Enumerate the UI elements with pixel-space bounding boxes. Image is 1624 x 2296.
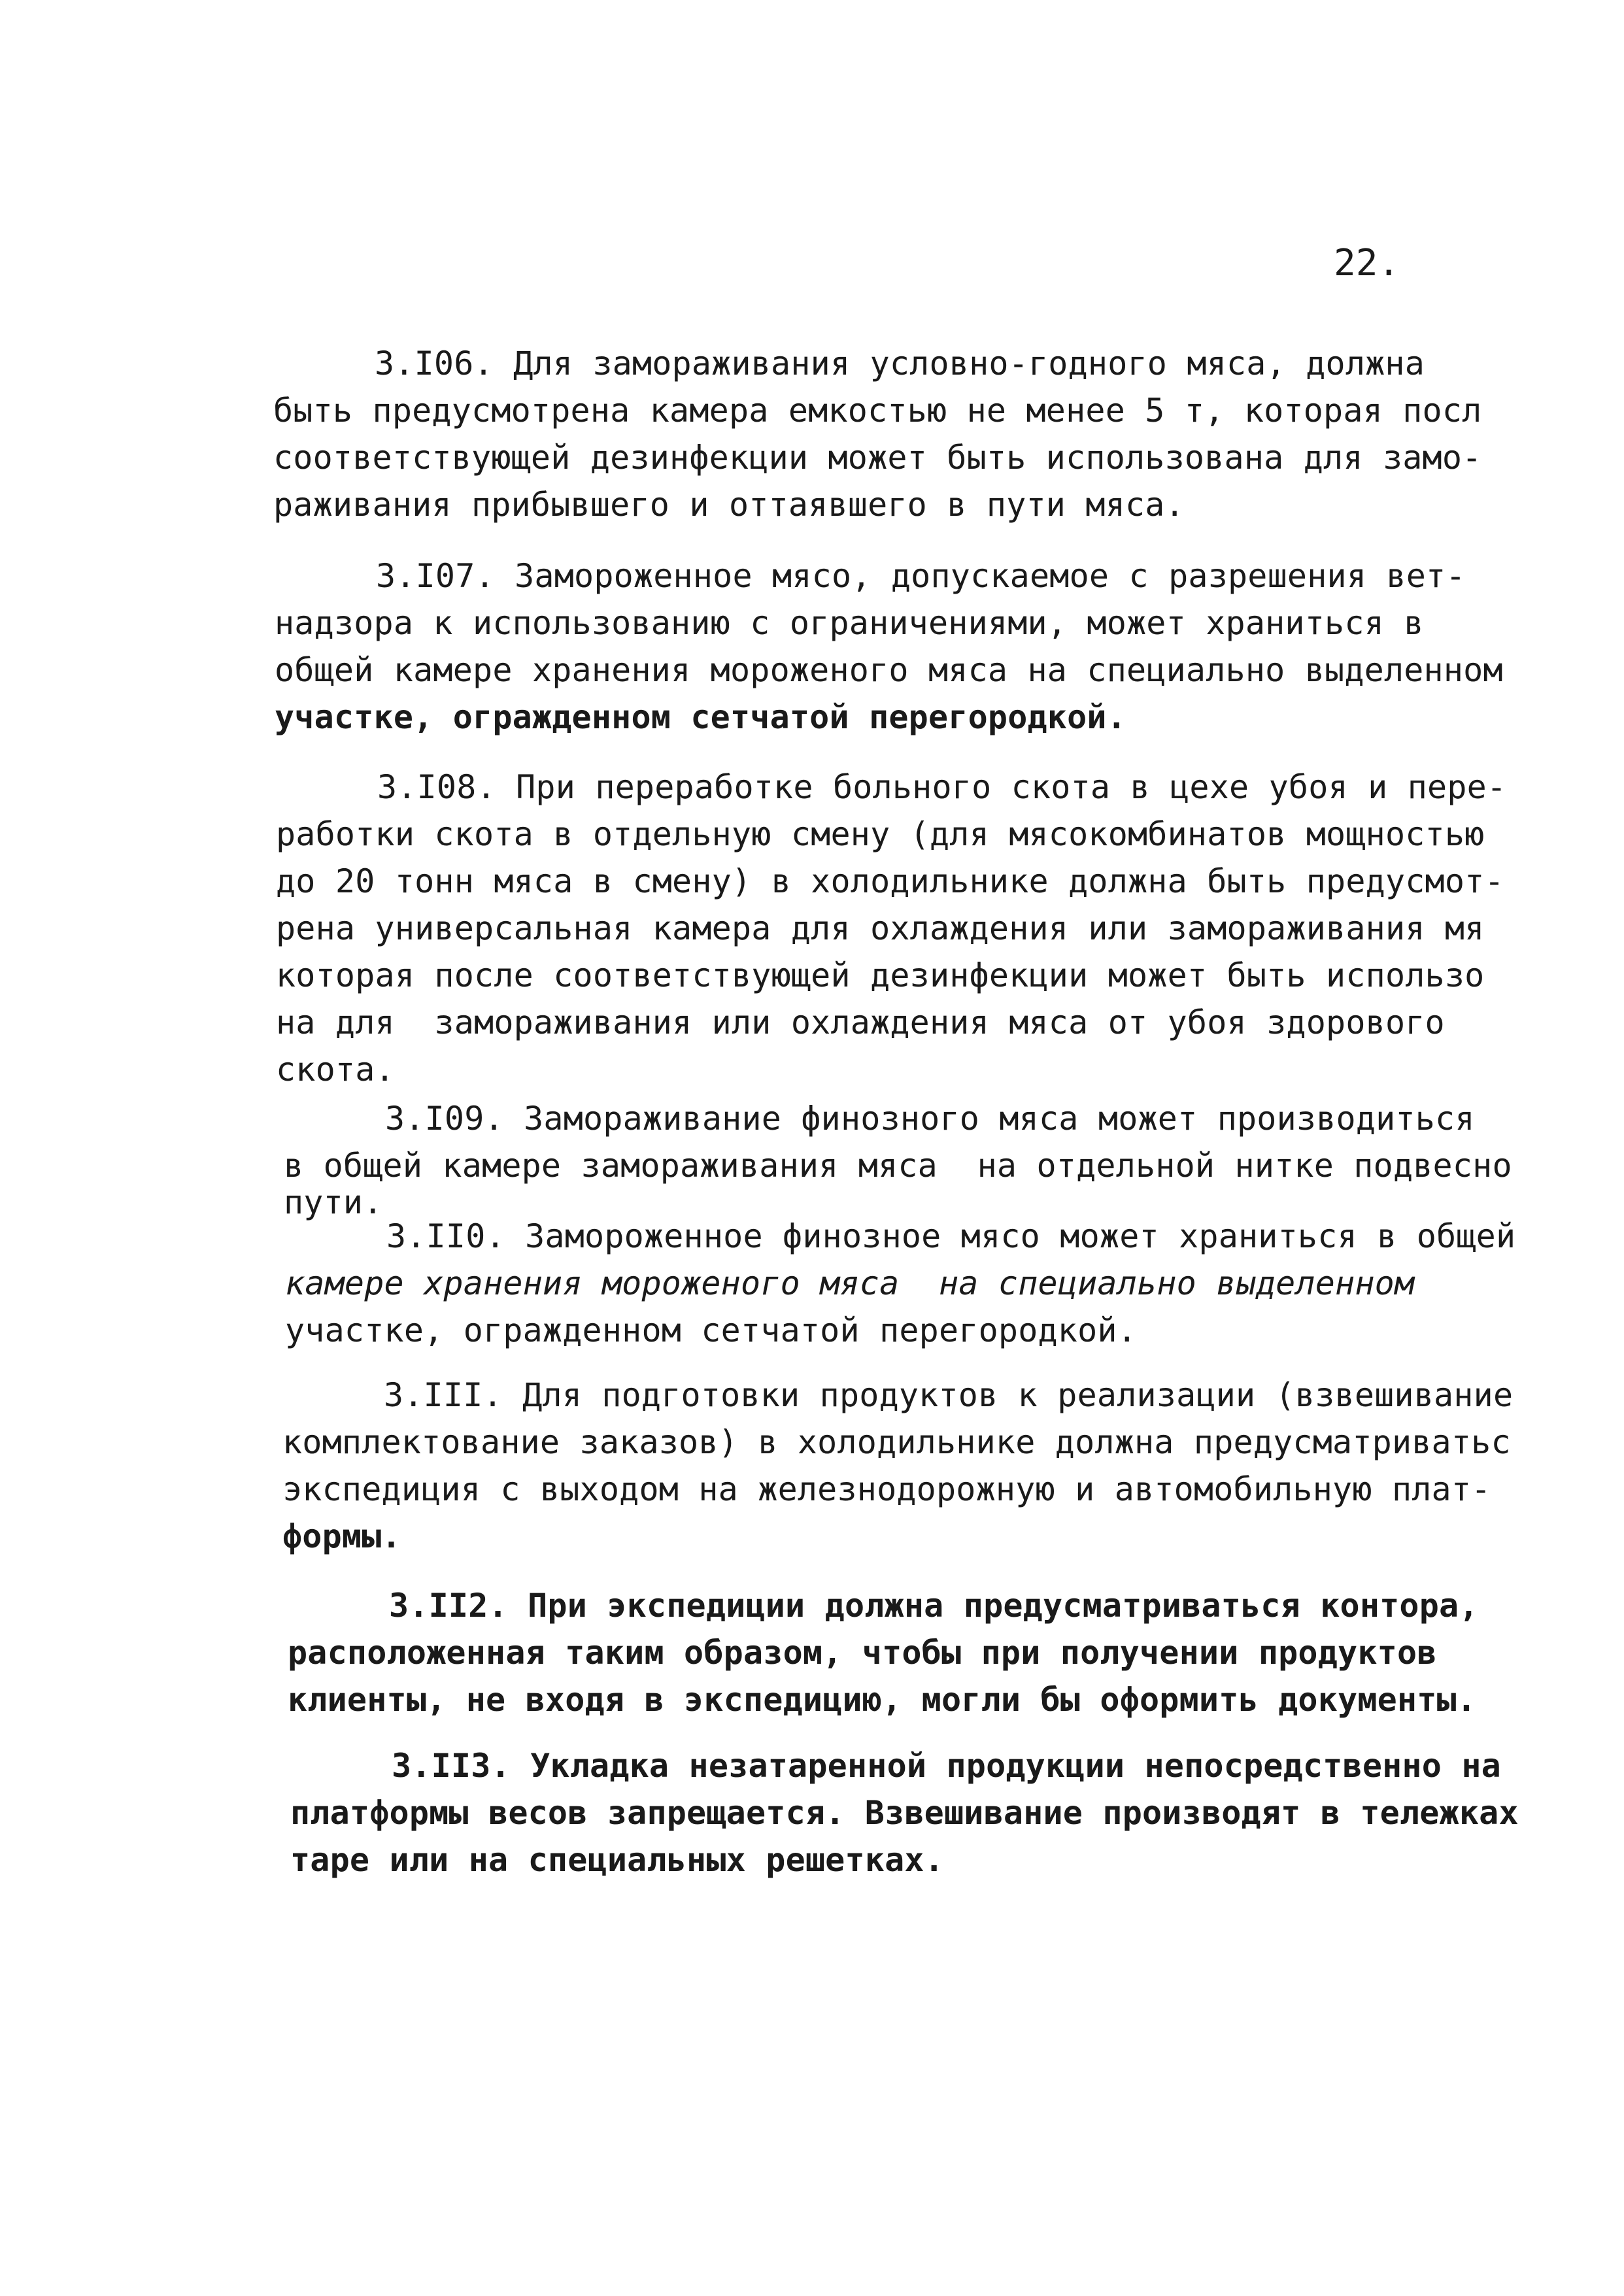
- paragraph-3-107: [275, 552, 1503, 741]
- paragraph-line: формы.: [282, 1517, 401, 1555]
- paragraph-line: соответствующей дезинфекции может быть использована для замо-: [273, 439, 1482, 477]
- paragraph-line: раживания прибывшего и оттаявшего в пути мяса.: [273, 486, 1185, 524]
- paragraph-line: таре или на специальных решетках.: [290, 1841, 944, 1879]
- paragraph-line: пути.: [284, 1183, 383, 1221]
- paragraph-line: 3.I08. При переработке больного скота в цехе убоя и пере-: [377, 768, 1507, 806]
- paragraph-3-112: [288, 1582, 1479, 1723]
- paragraph-line: в общей камере замораживания мяса на отдельной нитке подвесно: [284, 1147, 1512, 1185]
- paragraph-line: участке, огражденном сетчатой перегородкой.: [275, 698, 1127, 736]
- paragraph-3-109: [284, 1095, 1512, 1221]
- paragraph-line: комплектование заказов) в холодильнике должна предусматриватьс: [282, 1423, 1511, 1461]
- paragraph-line: платформы весов запрещается. Взвешивание производят в тележках: [290, 1794, 1519, 1832]
- paragraph-line: расположенная таким образом, чтобы при получении продуктов: [288, 1634, 1437, 1672]
- paragraph-line: 3.II0. Замороженное финозное мясо может храниться в общей: [386, 1217, 1516, 1255]
- paragraph-line: быть предусмотрена камера емкостью не менее 5 т, которая посл: [273, 392, 1482, 430]
- paragraph-line: экспедиция с выходом на железнодорожную и автомобильную плат-: [282, 1470, 1491, 1508]
- paragraph-line: клиенты, не входя в экспедицию, могли бы оформить документы.: [288, 1681, 1477, 1719]
- paragraph-3-108: [276, 764, 1506, 1093]
- paragraph-3-113: [290, 1742, 1519, 1883]
- page-number: 22.: [1334, 242, 1400, 284]
- paragraph-3-106: [273, 340, 1481, 528]
- paragraph-line: скота.: [276, 1051, 395, 1089]
- paragraph-3-111: [282, 1372, 1513, 1560]
- paragraph-line: которая после соответствующей дезинфекции может быть использо: [276, 956, 1485, 994]
- paragraph-line: 3.II3. Укладка незатаренной продукции непосредственно на: [392, 1747, 1501, 1785]
- paragraph-line: камере хранения мороженого мяса на специально выделенном: [285, 1264, 1415, 1302]
- paragraph-line: до 20 тонн мяса в смену) в холодильнике должна быть предусмот-: [276, 862, 1504, 900]
- paragraph-line: общей камере хранения мороженого мяса на специально выделенном: [275, 651, 1503, 689]
- paragraph-3-110: [285, 1213, 1515, 1354]
- paragraph-line: на для замораживания или охлаждения мяса от убоя здорового: [276, 1004, 1445, 1041]
- paragraph-line: рена универсальная камера для охлаждения или замораживания мя: [276, 909, 1485, 947]
- paragraph-line: надзора к использованию с ограничениями, может храниться в: [275, 604, 1424, 642]
- paragraph-line: 3.I06. Для замораживания условно-годного мяса, должна: [375, 345, 1425, 382]
- paragraph-line: 3.III. Для подготовки продуктов к реализации (взвешивание: [384, 1376, 1514, 1414]
- paragraph-line: 3.I09. Замораживание финозного мяса может производиться: [385, 1100, 1475, 1138]
- paragraph-line: 3.II2. При экспедиции должна предусматриваться контора,: [389, 1587, 1479, 1625]
- paragraph-line: 3.I07. Замороженное мясо, допускаемое с разрешения вет-: [376, 557, 1466, 595]
- paragraph-line: участке, огражденном сетчатой перегородкой.: [285, 1311, 1138, 1349]
- paragraph-line: работки скота в отдельную смену (для мясокомбинатов мощностью: [276, 815, 1485, 853]
